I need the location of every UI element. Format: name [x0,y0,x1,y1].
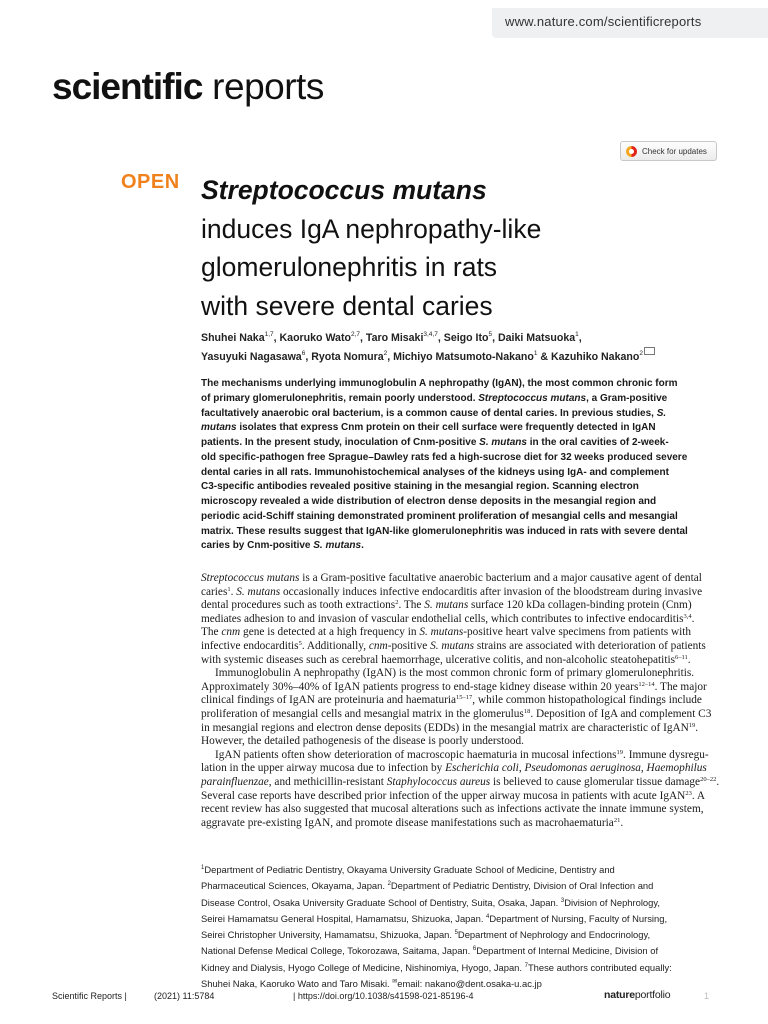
abstract-line: patients. In the present study, inoculation of Cnm-positive S. mutans in the oral cavities of 2-week- [201,437,669,448]
body-line: caries$^1$. S. mutans occasionally induces infective endocarditis after invasion of the bloodstream during invasive [201,585,703,598]
body-line: Several case reports have described prior infection of the upper airway mucosa in patients with acute IgAN$^{23}$. A [201,789,706,802]
author-affiliation-sup: 1,7 [264,331,274,338]
abstract-line: C3-specific antibodies revealed positive staining in the mesangial region. Scanning electron [201,481,639,493]
body-line: However, the detailed pathogenesis of the disease is poorly understood. [201,735,524,748]
author-separator: , [305,351,312,363]
envelope-icon[interactable] [644,347,655,355]
footer-journal-name: Scientific Reports | [52,991,127,1001]
author-separator: , [387,351,394,363]
body-line: Approximately 30%–40% of IgAN patients progress to end-stage kidney disease within 20 years$^{12-14}$. The major [201,680,707,693]
author-list [201,330,721,366]
abstract-line: facultatively anaerobic oral bacterium, is a common cause of dental caries. In previous studies, S. [201,407,667,419]
abstract-line: periodic acid-Schiff staining demonstrated prominent proliferation of mesangial cells and mesangial [201,510,678,522]
affiliation-line: $^1$Department of Pediatric Dentistry, Okayama University Graduate School of Medicine, Dentistry and [201,864,615,875]
affiliation-line: Pharmaceutical Sciences, Okayama, Japan. $^2$Department of Pediatric Dentistry, Division of Oral Infection and [201,880,654,892]
author-name[interactable]: Kaoruko Wato [279,332,351,344]
abstract-line: old specific-pathogen free Sprague–Dawley rats fed a high-sucrose diet for 32 weeks produced severe [201,451,688,463]
abstract-line: dental caries in all rats. Immunohistochemical analyses of the kidneys using IgA- and complement [201,466,669,478]
author-name[interactable]: Yasuyuki Nagasawa [201,351,302,363]
author-separator: , [360,332,366,344]
abstract-line: caries by Cnm-positive S. mutans. [201,540,364,552]
body-line: dental procedures such as tooth extractions$^2$. The S. mutans surface 120 kDa collagen-binding protein (Cnm) [201,599,692,612]
author-name[interactable]: Seigo Ito [443,332,489,344]
footer-doi-link[interactable]: | https://doi.org/10.1038/s41598-021-85196-4 [293,991,474,1001]
author-affiliation-sup: 6 [301,350,306,357]
author-separator: , [492,332,498,344]
abstract-line: mutans isolates that express Cnm protein on their cell surface were frequently detected in IgAN [201,422,656,434]
body-line: lation in the upper airway mucosa due to infection by Escherichia coli, Pseudomonas aeruginosa, Haemophilus [201,762,707,775]
crossmark-icon [626,146,637,157]
author-line-1 [201,330,721,347]
abstract-line: of primary glomerulonephritis, remain poorly understood. Streptococcus mutans, a Gram-positive [201,392,668,404]
author-separator: , [273,332,280,344]
abstract [201,377,721,554]
affiliation-line: Seirei Christopher University, Hamamatsu, Shizuoka, Japan. $^5$Department of Nephrology and Endocrinology, [201,929,651,941]
affiliation-line: Kidney and Dialysis, Hyogo College of Medicine, Nishinomiya, Hyogo, Japan. $^7$These authors contributed equally: [201,961,672,973]
body-text [201,572,721,830]
body-line: infective endocarditis$^5$. Additionally, cnm-positive S. mutans strains are associated with deterioration of patients [201,639,706,652]
body-line: with systemic diseases such as cerebral haemorrhage, ulcerative colitis, and non-alcoholic steatohepatitis$^{6-11}$. [201,653,691,666]
author-name[interactable]: Michiyo Matsumoto-Nakano [393,351,534,363]
abstract-line: microscopy revealed a wide distribution of electron dense deposits in the mesangial region and [201,496,657,507]
author-separator: , [578,332,582,344]
author-affiliation-sup: 2 [639,350,643,357]
author-separator: , [437,332,444,344]
author-separator: & [537,351,551,363]
abstract-line: matrix. These results suggest that IgAN-like glomerulonephritis was induced in rats with severe dental [201,525,688,537]
nature-portfolio-logo-bold: nature [604,989,635,1001]
article-title-line: Streptococcus mutans [201,175,487,205]
author-name[interactable]: Kazuhiko Nakano [551,351,640,363]
affiliation-line: Shuhei Naka, Kaoruko Wato and Taro Misaki. ✉email: nakano@dent.osaka-u.ac.jp [201,978,542,990]
author-name[interactable]: Taro Misaki [365,332,424,344]
check-for-updates-button[interactable] [620,141,717,161]
body-line: proliferation of mesangial cells and mesangial matrix in the glomerulus$^{18}$. Deposition of IgA and complement C3 [201,707,712,720]
author-affiliation-sup: 5 [488,331,493,338]
affiliation-line: Seirei Hamamatsu General Hospital, Hamamatsu, Shizuoka, Japan. $^4$Department of Nursing, Faculty of Nursing, [201,912,668,924]
body-line: clinical findings of IgAN are proteinuria and haematuria$^{15-17}$, while common histopathological findings include [201,694,702,707]
body-line: Streptococcus mutans is a Gram-positive facultative anaerobic bacterium and a major causative agent of dental [201,572,702,584]
article-title-line: with severe dental caries [201,290,493,321]
page-footer [52,989,716,1005]
body-line: Immunoglobulin A nephropathy (IgAN) is the most common chronic form of primary glomerulonephritis. [215,667,695,680]
article-title-line: induces IgA nephropathy-like [201,213,542,244]
journal-title [52,66,324,108]
body-line: IgAN patients often show deterioration of macroscopic haematuria in mucosal infections$^{19}$. Immune dysregu- [215,748,709,761]
article-title [201,171,741,325]
body-line: parainfluenzae, and methicillin-resistant Staphylococcus aureus is believed to cause glomerular tissue damage$^{20-22}$. [201,775,720,788]
author-name[interactable]: Ryota Nomura [311,351,384,363]
affiliations [201,862,714,992]
author-affiliation-sup: 2 [383,350,388,357]
nature-portfolio-logo [604,989,670,1001]
author-affiliation-sup: 3,4,7 [423,331,438,338]
body-line: in mesangial regions and electron dense deposits (EDDs) in the mesangial matrix are characteristic of IgAN$^{19}$. [201,721,699,734]
author-name[interactable]: Shuhei Naka [201,332,265,344]
journal-title-light: reports [202,66,324,107]
affiliation-line: National Defense Medical College, Tokorozawa, Saitama, Japan. $^6$Department of Internal Medicine, Division of [201,945,659,957]
body-line: recent review has also suggested that mucosal alterations such as infections activate the innate immune system, [201,803,704,816]
author-affiliation-sup: 1 [533,350,538,357]
check-for-updates-label: Check for updates [642,146,707,156]
open-access-label: OPEN [121,171,180,193]
footer-citation: (2021) 11:5784 [154,991,215,1001]
author-name[interactable]: Daiki Matsuoka [498,332,576,344]
abstract-line: The mechanisms underlying immunoglobulin A nephropathy (IgAN), the most common chronic form [201,378,678,389]
nature-portfolio-logo-light: portfolio [634,989,671,1001]
article-title-line: glomerulonephritis in rats [201,252,498,282]
body-line: mediates adhesion to and invasion of vascular endothelial cells, which contributes to infective endocarditis$^{3,4}$. [201,612,695,625]
journal-url-link[interactable]: www.nature.com/scientificreports [505,14,702,29]
author-affiliation-sup: 1 [575,331,579,338]
author-affiliation-sup: 2,7 [350,331,360,338]
body-line: The cnm gene is detected at a high frequency in S. mutans-positive heart valve specimens from patients with [201,626,692,639]
affiliation-line: Disease Control, Osaka University Graduate School of Dentistry, Suita, Osaka, Japan. $^3$Division of Nephrology, [201,896,660,908]
journal-title-bold: scientific [52,66,203,107]
author-line-2 [201,347,721,366]
page-number: 1 [704,991,710,1001]
body-line: aggravate pre-existing IgAN, and promote disease manifestations such as macrohaematuria$^{21}$. [201,816,624,829]
